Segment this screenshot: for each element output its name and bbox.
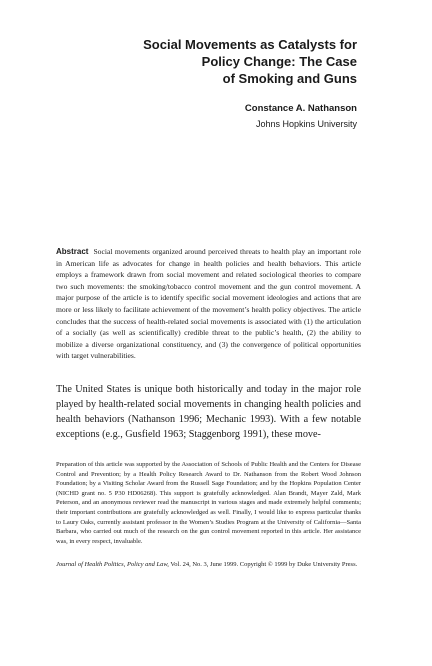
- title-line-1: Social Movements as Catalysts for: [143, 37, 357, 52]
- body-paragraph: The United States is unique both historically and today in the major role played by health-related social movements in changing health policies and health behaviors (Nathanson 1996; Mechanic 1993). With a few notable exceptions (e.g., Gusfield 1963; Staggenborg 1991), these move-: [56, 384, 361, 440]
- abstract: [56, 246, 361, 362]
- title-line-2: Policy Change: The Case: [201, 54, 357, 69]
- title-line-3: of Smoking and Guns: [222, 71, 357, 86]
- journal-citation: [56, 560, 361, 570]
- acknowledgment-footnote: Preparation of this article was supported by the Association of Schools of Public Health and the Centers for Disease Control and Prevention; by a Health Policy Research Award to Dr. Nathanson from the Robert Wood Johnson Foundation; by a Visiting Scholar Award from the Russell Sage Foundation; and by the Hopkins Population Center (NICHD grant no. 5 P30 HD06268). This support is gratefully acknowledged. Alan Brandt, Mayer Zald, Mark Peterson, and an anonymous reviewer read the manuscript in various stages and made extremely helpful comments; their important contributions are gratefully acknowledged as well. Finally, I would like to express particular thanks to Laury Oaks, currently assistant professor in the Women’s Studies Program at the University of California—Santa Barbara, who carried out much of the research on the gun control movement reported in this article. Her assistance was, in every respect, invaluable.: [56, 461, 361, 545]
- abstract-label: Abstract: [56, 247, 89, 256]
- journal-name: Journal of Health Politics, Policy and Law,: [56, 561, 169, 568]
- article-title: [57, 36, 357, 87]
- citation-details: Vol. 24, No. 3, June 1999. Copyright © 1999 by Duke University Press.: [168, 561, 358, 568]
- author-name: Constance A. Nathanson: [244, 103, 357, 114]
- abstract-text: Social movements organized around perceived threats to health play an important role in American life as advocates for change in health policies and health behaviors. This article employs a framework drawn from social movement and related sociological theories to compare two such movements: the smoking/tobacco control movement and the gun control movement. A major purpose of the article is to identify specific social movement ideologies and actions that are more or less likely to facilitate achievement of the movement’s health policy objectives. The article concludes that the success of health-related social movements is associated with (1) the articulation of a socially (as well as scientifically) credible threat to the public’s health, (2) the ability to mobilize a diverse organizational constituency, and (3) the convergence of political opportunities with target vulnerabilities.: [56, 247, 361, 361]
- author-affiliation: Johns Hopkins University: [255, 119, 357, 129]
